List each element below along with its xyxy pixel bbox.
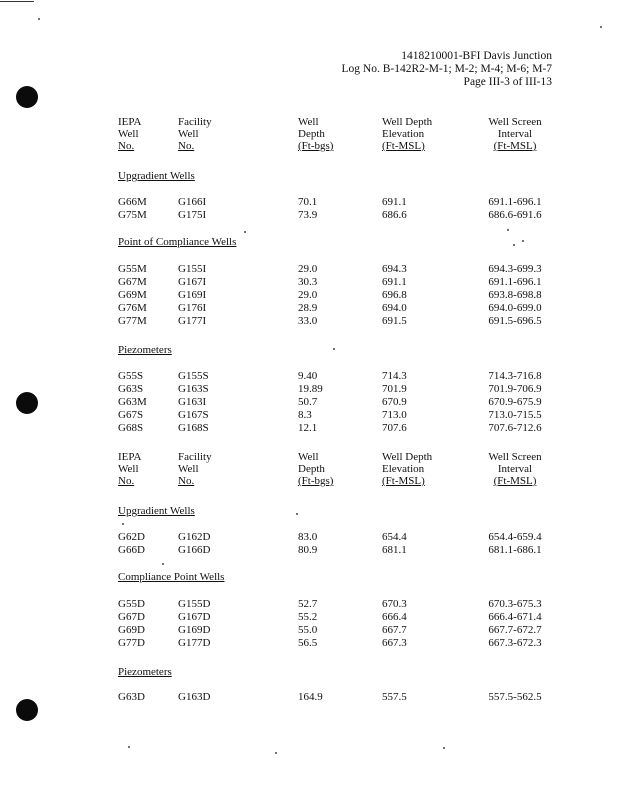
cell-iepa-well: G66M xyxy=(118,196,147,208)
cell-facility-well: G162D xyxy=(178,531,211,543)
cell-interval: 670.3-675.3 xyxy=(488,598,542,610)
cell-depth: 30.3 xyxy=(298,276,318,288)
cell-iepa-well: G76M xyxy=(118,302,147,314)
col-header-elevation: Well Depth xyxy=(382,116,433,128)
cell-elevation: 696.8 xyxy=(382,289,407,301)
scan-speck xyxy=(443,747,445,749)
section-title: Point of Compliance Wells xyxy=(118,236,237,248)
cell-iepa-well: G77D xyxy=(118,637,145,649)
cell-depth: 8.3 xyxy=(298,409,312,421)
column-header-row xyxy=(118,140,548,152)
col-header-text: Depth xyxy=(298,128,325,140)
cell-interval: 713.0-715.5 xyxy=(488,409,542,421)
col-header-depth: Well xyxy=(298,451,319,463)
scan-mark xyxy=(0,1,34,2)
table-row xyxy=(118,422,548,434)
section-title: Compliance Point Wells xyxy=(118,571,225,583)
col-header-text: No. xyxy=(178,140,195,152)
cell-facility-well: G175I xyxy=(178,209,207,221)
cell-interval: 691.5-696.5 xyxy=(488,315,542,327)
cell-interval: 714.3-716.8 xyxy=(488,370,542,382)
col-header-text: Well xyxy=(118,463,139,475)
cell-facility-well: G166I xyxy=(178,196,207,208)
cell-depth: 29.0 xyxy=(298,289,318,301)
col-header-interval: Well Screen xyxy=(488,116,542,128)
cell-facility-well: G167D xyxy=(178,611,211,623)
section-title-row xyxy=(118,170,548,182)
scan-speck xyxy=(507,229,509,231)
cell-depth: 70.1 xyxy=(298,196,318,208)
cell-interval: 694.3-699.3 xyxy=(488,263,542,275)
col-header-text: Well xyxy=(118,128,139,140)
scan-speck xyxy=(275,752,277,754)
cell-facility-well: G163S xyxy=(178,383,209,395)
cell-facility-well: G177D xyxy=(178,637,211,649)
section-title-row xyxy=(118,505,548,517)
table-row xyxy=(118,598,548,610)
table-row xyxy=(118,691,548,703)
cell-iepa-well: G69D xyxy=(118,624,145,636)
cell-depth: 52.7 xyxy=(298,598,318,610)
table-row xyxy=(118,544,548,556)
col-header-text: No. xyxy=(118,140,135,152)
cell-depth: 19.89 xyxy=(298,383,323,395)
cell-interval: 670.9-675.9 xyxy=(488,396,542,408)
cell-iepa-well: G67S xyxy=(118,409,144,421)
cell-depth: 33.0 xyxy=(298,315,318,327)
cell-elevation: 713.0 xyxy=(382,409,407,421)
scan-speck xyxy=(162,563,164,565)
cell-depth: 73.9 xyxy=(298,209,318,221)
col-header-text: Well xyxy=(178,463,199,475)
well-table-shallow xyxy=(118,116,548,434)
table-row xyxy=(118,315,548,327)
cell-elevation: 707.6 xyxy=(382,422,407,434)
table-row xyxy=(118,263,548,275)
col-header-iepa: IEPA xyxy=(118,116,142,128)
scan-speck xyxy=(38,18,40,20)
col-header-text: Elevation xyxy=(382,463,425,475)
cell-depth: 9.40 xyxy=(298,370,318,382)
table-row xyxy=(118,289,548,301)
section-title-row xyxy=(118,344,548,356)
table-row xyxy=(118,611,548,623)
cell-elevation: 670.3 xyxy=(382,598,407,610)
cell-iepa-well: G62D xyxy=(118,531,145,543)
cell-elevation: 654.4 xyxy=(382,531,407,543)
col-header-text: Depth xyxy=(298,463,325,475)
cell-interval: 691.1-696.1 xyxy=(488,276,542,288)
cell-iepa-well: G63D xyxy=(118,691,145,703)
cell-interval: 694.0-699.0 xyxy=(488,302,542,314)
table-row xyxy=(118,396,548,408)
table-row xyxy=(118,196,548,208)
section-title: Upgradient Wells xyxy=(118,170,195,182)
cell-elevation: 694.3 xyxy=(382,263,407,275)
cell-facility-well: G177I xyxy=(178,315,207,327)
table-row xyxy=(118,276,548,288)
log-number: Log No. B-142R2-M-1; M-2; M-4; M-6; M-7 xyxy=(341,63,552,75)
cell-interval: 654.4-659.4 xyxy=(488,531,542,543)
cell-depth: 56.5 xyxy=(298,637,318,649)
cell-depth: 164.9 xyxy=(298,691,323,703)
col-header-facility: Facility xyxy=(178,451,212,463)
cell-facility-well: G163D xyxy=(178,691,211,703)
page-number: Page III-3 of III-13 xyxy=(463,76,552,88)
scan-speck xyxy=(128,746,130,748)
column-header-row xyxy=(118,116,548,128)
binder-hole-middle xyxy=(16,392,38,414)
cell-facility-well: G176I xyxy=(178,302,207,314)
document-header xyxy=(341,50,552,89)
cell-iepa-well: G55D xyxy=(118,598,145,610)
cell-facility-well: G167I xyxy=(178,276,207,288)
col-header-iepa: IEPA xyxy=(118,451,142,463)
cell-iepa-well: G55S xyxy=(118,370,144,382)
table-row xyxy=(118,624,548,636)
table-row xyxy=(118,409,548,421)
cell-facility-well: G166D xyxy=(178,544,211,556)
project-id: 1418210001-BFI Davis Junction xyxy=(401,50,552,62)
cell-elevation: 694.0 xyxy=(382,302,407,314)
cell-interval: 701.9-706.9 xyxy=(488,383,542,395)
section-title: Piezometers xyxy=(118,344,172,356)
column-header-row xyxy=(118,128,548,140)
binder-hole-top xyxy=(16,86,38,108)
section-title-row xyxy=(118,236,548,248)
cell-facility-well: G155S xyxy=(178,370,209,382)
cell-interval: 707.6-712.6 xyxy=(488,422,542,434)
cell-elevation: 701.9 xyxy=(382,383,407,395)
cell-facility-well: G155I xyxy=(178,263,207,275)
section-title-row xyxy=(118,666,548,678)
cell-depth: 28.9 xyxy=(298,302,318,314)
col-header-text: (Ft-MSL) xyxy=(493,140,537,152)
col-header-text: (Ft-MSL) xyxy=(382,475,425,487)
cell-interval: 691.1-696.1 xyxy=(488,196,542,208)
column-header-row xyxy=(118,475,548,487)
cell-iepa-well: G69M xyxy=(118,289,147,301)
cell-iepa-well: G67D xyxy=(118,611,145,623)
col-header-text: Elevation xyxy=(382,128,425,140)
cell-elevation: 667.7 xyxy=(382,624,407,636)
scan-speck xyxy=(600,26,602,28)
cell-depth: 83.0 xyxy=(298,531,318,543)
column-header-row xyxy=(118,463,548,475)
cell-iepa-well: G55M xyxy=(118,263,147,275)
cell-iepa-well: G63M xyxy=(118,396,147,408)
section-title: Upgradient Wells xyxy=(118,505,195,517)
cell-facility-well: G167S xyxy=(178,409,209,421)
cell-depth: 50.7 xyxy=(298,396,318,408)
col-header-text: Interval xyxy=(497,463,533,475)
cell-depth: 55.2 xyxy=(298,611,318,623)
cell-facility-well: G169I xyxy=(178,289,207,301)
table-row xyxy=(118,209,548,221)
scan-speck xyxy=(244,231,246,233)
table-row xyxy=(118,383,548,395)
col-header-text: No. xyxy=(178,475,195,487)
cell-facility-well: G155D xyxy=(178,598,211,610)
cell-facility-well: G163I xyxy=(178,396,207,408)
table-row xyxy=(118,531,548,543)
cell-depth: 12.1 xyxy=(298,422,318,434)
cell-iepa-well: G66D xyxy=(118,544,145,556)
cell-elevation: 557.5 xyxy=(382,691,407,703)
col-header-text: Interval xyxy=(497,128,533,140)
cell-elevation: 666.4 xyxy=(382,611,407,623)
cell-elevation: 691.5 xyxy=(382,315,407,327)
section-title: Piezometers xyxy=(118,666,172,678)
cell-iepa-well: G68S xyxy=(118,422,144,434)
cell-interval: 681.1-686.1 xyxy=(488,544,542,556)
col-header-interval: Well Screen xyxy=(488,451,542,463)
cell-elevation: 691.1 xyxy=(382,196,407,208)
cell-elevation: 714.3 xyxy=(382,370,407,382)
cell-interval: 557.5-562.5 xyxy=(488,691,542,703)
cell-iepa-well: G75M xyxy=(118,209,147,221)
cell-depth: 55.0 xyxy=(298,624,318,636)
cell-facility-well: G169D xyxy=(178,624,211,636)
col-header-text: No. xyxy=(118,475,135,487)
cell-interval: 667.3-672.3 xyxy=(488,637,542,649)
table-row xyxy=(118,302,548,314)
col-header-text: (Ft-bgs) xyxy=(298,140,334,152)
col-header-text: (Ft-MSL) xyxy=(493,475,537,487)
table-row xyxy=(118,370,548,382)
cell-interval: 686.6-691.6 xyxy=(488,209,542,221)
col-header-text: Well xyxy=(178,128,199,140)
binder-hole-bottom xyxy=(16,699,38,721)
col-header-text: (Ft-bgs) xyxy=(298,475,334,487)
cell-interval: 667.7-672.7 xyxy=(488,624,542,636)
cell-depth: 80.9 xyxy=(298,544,318,556)
cell-depth: 29.0 xyxy=(298,263,318,275)
cell-facility-well: G168S xyxy=(178,422,209,434)
cell-iepa-well: G63S xyxy=(118,383,144,395)
cell-elevation: 667.3 xyxy=(382,637,407,649)
cell-elevation: 686.6 xyxy=(382,209,407,221)
cell-iepa-well: G67M xyxy=(118,276,147,288)
col-header-elevation: Well Depth xyxy=(382,451,433,463)
col-header-facility: Facility xyxy=(178,116,212,128)
well-table-deep xyxy=(118,451,548,703)
scan-speck xyxy=(122,523,124,525)
col-header-depth: Well xyxy=(298,116,319,128)
cell-elevation: 670.9 xyxy=(382,396,407,408)
cell-interval: 666.4-671.4 xyxy=(488,611,542,623)
column-header-row xyxy=(118,451,548,463)
cell-elevation: 691.1 xyxy=(382,276,407,288)
col-header-text: (Ft-MSL) xyxy=(382,140,425,152)
table-row xyxy=(118,637,548,649)
cell-interval: 693.8-698.8 xyxy=(488,289,542,301)
cell-elevation: 681.1 xyxy=(382,544,407,556)
section-title-row xyxy=(118,571,548,583)
cell-iepa-well: G77M xyxy=(118,315,147,327)
